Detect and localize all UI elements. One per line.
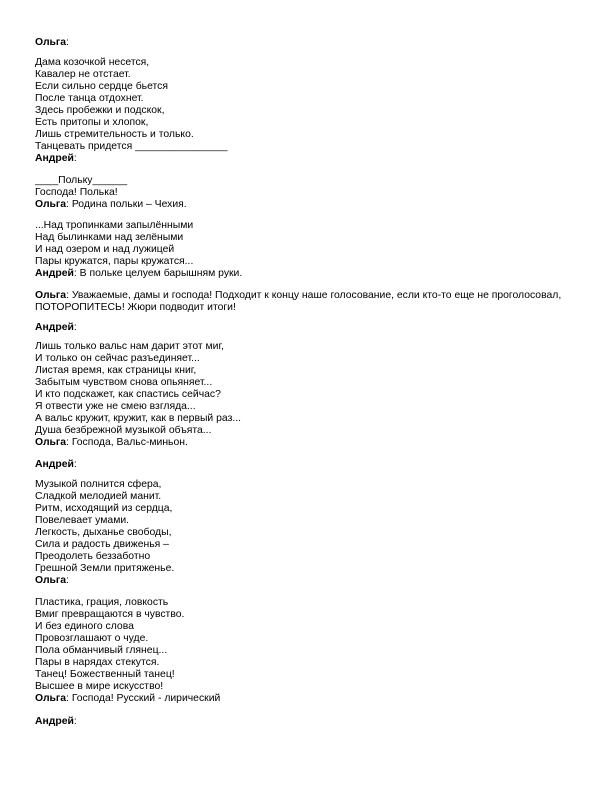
- verse-line: Лишь только вальс нам дарит этот миг,: [35, 341, 224, 352]
- speech-text: Уважаемые, дамы и господа! Подходит к концу наше голосование, если кто-то еще не проголосовал, ПОТОРОПИТЕСЬ! Жюри подводит итоги!: [35, 290, 562, 313]
- speech-text: В польке целуем барышням руки.: [79, 268, 243, 279]
- speaker-name: Андрей: [35, 268, 74, 279]
- verse-line: Сладкой мелодией манит.: [35, 491, 162, 502]
- verse-line: Дама козочкой несется,: [35, 57, 150, 68]
- speaker-name: Ольга: [35, 290, 67, 301]
- speaker-name: Ольга: [35, 575, 67, 586]
- speaker-name: Андрей: [35, 459, 74, 470]
- verse-line: И кто подскажет, как спастись сейчас?: [35, 389, 221, 400]
- verse-line: Господа! Полька!: [35, 187, 118, 198]
- speaker-block-andrey-music: Андрей:: [35, 459, 77, 470]
- speaker-block-andrey-waltz: Андрей:: [35, 322, 77, 333]
- verse-line: И над озером и над лужицей: [35, 244, 175, 255]
- verse-line: Над былинками над зелёными: [35, 232, 184, 243]
- speech-text: Господа! Русский - лирический: [71, 693, 221, 704]
- speech-text: Господа, Вальс-миньон.: [71, 437, 188, 448]
- verse-dance: Пластика, грация, ловкость Вмиг превращаются в чувство. И без единого слова Провозглашают о чуде. Пола обманчивый глянец... Пары в нарядах стекутся. Танец! Божественный танец! Высшее в мире искусство! Ольга: Господа! Русский - лирический: [35, 597, 580, 705]
- verse-line: ...Над тропинками запылёнными: [35, 220, 194, 231]
- verse-line: Лишь стремительность и только.: [35, 129, 194, 140]
- verse-line: Танцевать придется ________________: [35, 141, 228, 152]
- speaker-name: Андрей: [35, 153, 74, 164]
- verse-line: Вмиг превращаются в чувство.: [35, 609, 185, 620]
- verse-line: Душа безбрежной музыкой объята...: [35, 425, 212, 436]
- verse-line: Легкость, дыханье свободы,: [35, 527, 172, 538]
- verse-line: Пары в нарядах стекутся.: [35, 657, 160, 668]
- verse-line: Танец! Божественный танец!: [35, 669, 175, 680]
- verse-waltz: Лишь только вальс нам дарит этот миг, И только он сейчас разъединяет... Листая время, как страницы книг, Забытым чувством снова опьяняет... И кто подскажет, как спастись сейчас? Я отвести уже не смею взгляда... А вальс кружит, кружит, как в первый раз... Душа безбрежной музыкой объята... Ольга: Господа, Вальс-миньон.: [35, 341, 580, 449]
- speaker-name: Ольга: [35, 693, 67, 704]
- verse-line: Провозглашают о чуде.: [35, 633, 149, 644]
- speaker-name: Ольга: [35, 199, 67, 210]
- verse-music: Музыкой полнится сфера, Сладкой мелодией манит. Ритм, исходящий из сердца, Повелевает умами. Легкость, дыханье свободы, Сила и радость движенья – Преодолеть беззаботно Грешной Земли притяженье. Ольга:: [35, 479, 580, 587]
- verse-line: ____Польку______: [35, 175, 128, 186]
- verse-line: Высшее в мире искусство!: [35, 681, 164, 692]
- speaker-name: Андрей: [35, 322, 74, 333]
- verse-line: Пары кружатся, пары кружатся...: [35, 256, 194, 267]
- verse-line: Повелевает умами.: [35, 515, 130, 526]
- verse-line: Здесь пробежки и подскок,: [35, 105, 165, 116]
- verse-line: После танца отдохнет.: [35, 93, 144, 104]
- verse-line: Листая время, как страницы книг,: [35, 365, 197, 376]
- speaker-name: Ольга: [35, 37, 67, 48]
- verse-line: Есть притопы и хлопок,: [35, 117, 149, 128]
- speaker-block-olga-1: Ольга:: [35, 37, 69, 48]
- verse-line: Если сильно сердце бьется: [35, 81, 168, 92]
- speaker-block-andrey-final: Андрей:: [35, 716, 77, 727]
- voting-announcement: Ольга: Уважаемые, дамы и господа! Подходит к концу наше голосование, если кто-то еще не проголосовал, ПОТОРОПИТЕСЬ! Жюри подводит итоги!: [35, 290, 562, 313]
- verse-line: Забытым чувством снова опьяняет...: [35, 377, 213, 388]
- verse-line: Ритм, исходящий из сердца,: [35, 503, 173, 514]
- verse-line: Преодолеть беззаботно: [35, 551, 151, 562]
- speaker-name: Ольга: [35, 437, 67, 448]
- verse-line: И только он сейчас разъединяет...: [35, 353, 200, 364]
- verse-line: Пола обманчивый глянец...: [35, 645, 168, 656]
- speaker-name: Андрей: [35, 716, 74, 727]
- speech-text: Родина польки – Чехия.: [71, 199, 187, 210]
- verse-line: Я отвести уже не смею взгляда...: [35, 401, 196, 412]
- verse-polka-intro: Дама козочкой несется, Кавалер не отстает. Если сильно сердце бьется После танца отдохнет. Здесь пробежки и подскок, Есть притопы и хлопок, Лишь стремительность и только. Танцевать придется ________________ Андрей:: [35, 57, 580, 165]
- verse-line: Пластика, грация, ловкость: [35, 597, 169, 608]
- verse-line: А вальс кружит, кружит, как в первый раз...: [35, 413, 241, 424]
- verse-line: Сила и радость движенья –: [35, 539, 169, 550]
- verse-line: Кавалер не отстает.: [35, 69, 131, 80]
- verse-line: Музыкой полнится сфера,: [35, 479, 162, 490]
- verse-line: Грешной Земли притяженье.: [35, 563, 175, 574]
- polka-announcement: ____Польку______ Господа! Полька! Ольга: Родина польки – Чехия.: [35, 175, 580, 211]
- verse-paths: ...Над тропинками запылёнными Над былинками над зелёными И над озером и над лужицей Пары кружатся, пары кружатся... Андрей: В польке целуем барышням руки.: [35, 220, 580, 280]
- verse-line: И без единого слова: [35, 621, 134, 632]
